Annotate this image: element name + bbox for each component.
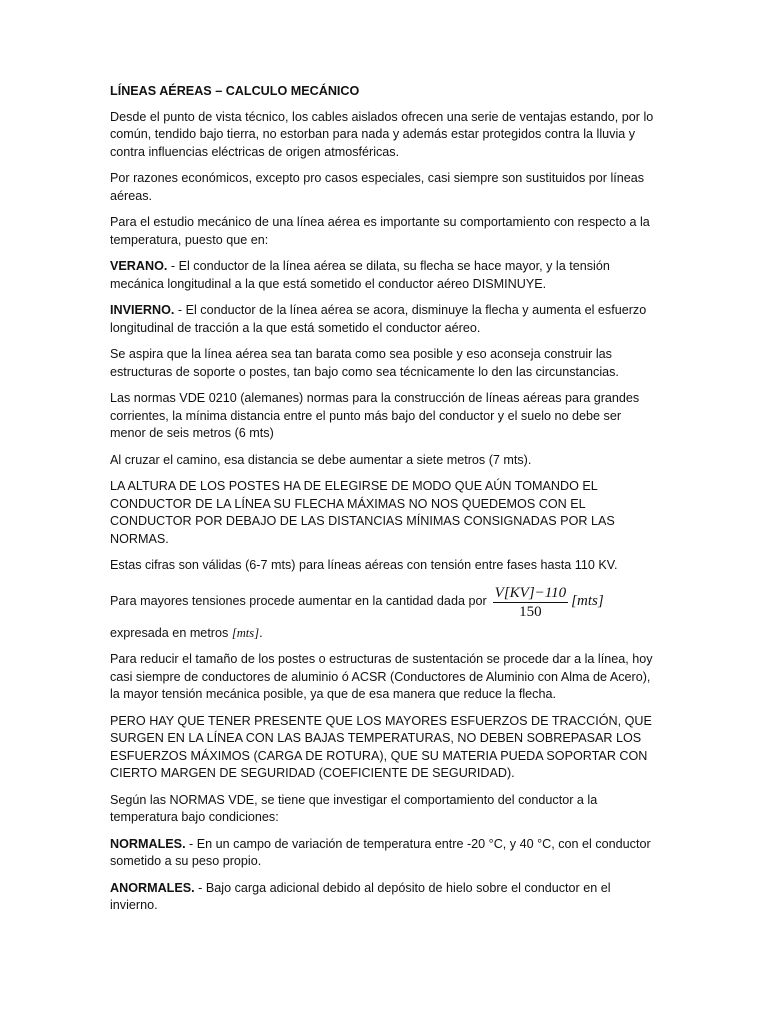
anormales-text: - Bajo carga adicional debido al depósito de hielo sobre el conductor en el invierno. [110, 880, 611, 912]
paragraph-anormales [110, 880, 660, 915]
document-title: LÍNEAS AÉREAS – CALCULO MECÁNICO [110, 84, 360, 98]
paragraph-expressed-in-meters [110, 625, 660, 643]
normales-text: - En un campo de variación de temperatura entre -20 °C, y 40 °C, con el conductor sometido a su peso propio. [110, 836, 651, 868]
paragraph-pole-height: LA ALTURA DE LOS POSTES HA DE ELEGIRSE DE MODO QUE AÚN TOMANDO EL CONDUCTOR DE LA LÍNEA SU FLECHA MÁXIMAS NO NOS QUEDEMOS CON EL CONDUCTOR POR DEBAJO DE LAS DISTANCIAS MÍNIMAS CONSIGNADAS POR LAS NORMAS. [110, 479, 615, 546]
formula-line [110, 584, 660, 621]
formula-denominator: 150 [519, 603, 542, 620]
paragraph-valid-figures: Estas cifras son válidas (6-7 mts) para líneas aéreas con tensión entre fases hasta 110 KV. [110, 558, 618, 572]
paragraph-reduce-size: Para reducir el tamaño de los postes o estructuras de sustentación se procede dar a la línea, hoy casi siempre de conductores de aluminio ó ACSR (Conductores de Aluminio con Alma de Acero), la mayor tensión mecánica posible, ya que de esa manera que reduce la flecha. [110, 652, 653, 701]
formula-fraction [493, 584, 569, 621]
paragraph-structures: Se aspira que la línea aérea sea tan barata como sea posible y eso aconseja construir las estructuras de soporte o postes, tan bajo como sea técnicamente lo den las circunstancias. [110, 347, 619, 379]
formula-lead-text: Para mayores tensiones procede aumentar en la cantidad dada por [110, 594, 487, 609]
expressed-unit: [mts] [231, 625, 260, 640]
paragraph-economic: Por razones económicos, excepto pro casos especiales, casi siempre son sustituidos por líneas aéreas. [110, 171, 645, 203]
verano-text: - El conductor de la línea aérea se dilata, su flecha se hace mayor, y la tensión mecánica longitudinal a la que está sometido el conductor aéreo DISMINUYE. [110, 259, 610, 291]
anormales-label: ANORMALES. [110, 880, 195, 895]
paragraph-vde-conditions: Según las NORMAS VDE, se tiene que investigar el comportamiento del conductor a la temperatura bajo condiciones: [110, 792, 598, 824]
paragraph-temperature: Para el estudio mecánico de una línea aérea es importante su comportamiento con respecto a la temperatura, puesto que en: [110, 215, 650, 247]
expressed-end: . [259, 625, 263, 640]
paragraph-vde-norms: Las normas VDE 0210 (alemanes) normas para la construcción de líneas aéreas para grandes corrientes, la mínima distancia entre el punto más bajo del conductor y el suelo no debe ser menor de seis metros (6 mts) [110, 391, 640, 440]
paragraph-normales [110, 836, 660, 871]
verano-label: VERANO. [110, 259, 168, 273]
normales-label: NORMALES. [110, 836, 186, 851]
paragraph-verano [110, 258, 660, 293]
formula-numerator: V[KV]−110 [494, 584, 567, 601]
invierno-text: - El conductor de la línea aérea se acora, disminuye la flecha y aumenta el esfuerzo longitudinal de tracción a la que está sometido el conductor aéreo. [110, 303, 647, 335]
paragraph-invierno [110, 302, 660, 337]
paragraph-intro: Desde el punto de vista técnico, los cables aislados ofrecen una serie de ventajas estando, por lo común, tendido bajo tierra, no estorban para nada y además estar protegidos contra la lluvia y contra influencias eléctricas de origen atmosféricas. [110, 109, 654, 159]
invierno-label: INVIERNO. [110, 303, 175, 317]
formula-unit: [mts] [571, 593, 604, 610]
paragraph-road-crossing: Al cruzar el camino, esa distancia se debe aumentar a siete metros (7 mts). [110, 452, 532, 467]
expressed-text: expresada en metros [110, 625, 232, 640]
paragraph-traction-warning: PERO HAY QUE TENER PRESENTE QUE LOS MAYORES ESFUERZOS DE TRACCIÓN, QUE SURGEN EN LA LÍNEA CON LAS BAJAS TEMPERATURAS, NO DEBEN SOBREPASAR LOS ESFUERZOS MÁXIMOS (CARGA DE ROTURA), QUE SU MATERIA PUEDA SOPORTAR CON CIERTO MARGEN DE SEGURIDAD (COEFICIENTE DE SEGURIDAD). [110, 713, 652, 780]
